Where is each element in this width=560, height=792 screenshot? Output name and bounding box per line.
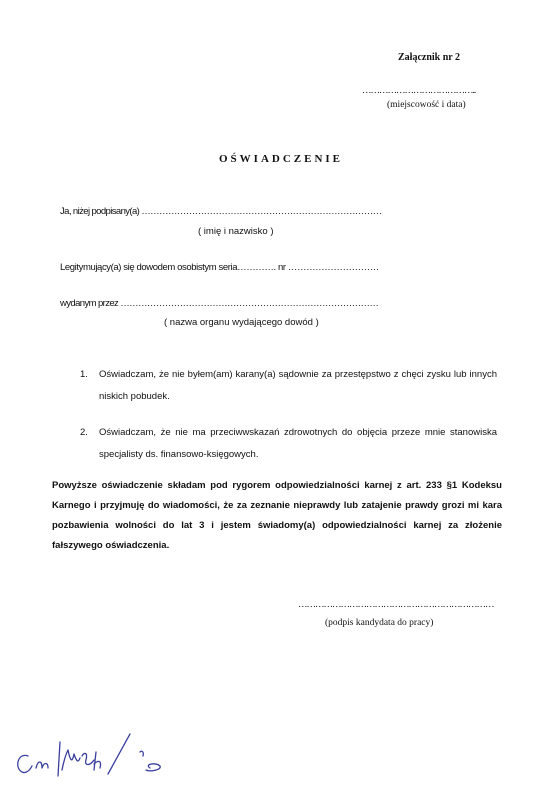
date-line: ………………………………….. (362, 86, 476, 96)
statement-text: Oświadczam, że nie ma przeciwwskazań zdrowotnych do objęcia przeze mnie stanowiska specjalisty ds. finansowo-księgowych. (99, 427, 497, 460)
document-title: OŚWIADCZENIE (219, 153, 344, 165)
name-line: Ja, niżej podpisany(a) ……………………………………………………………………… (60, 206, 382, 217)
handwritten-signature-icon (0, 730, 200, 790)
attachment-label: Załącznik nr 2 (398, 52, 461, 63)
issuer-line: wydanym przez …………………………………………………………………………… (60, 298, 379, 309)
issuer-caption: ( nazwa organu wydającego dowód ) (164, 317, 319, 328)
name-caption: ( imię i nazwisko ) (198, 226, 274, 237)
id-line: Legitymujący(a) się dowodem osobistym seria…………. nr ………………………… (60, 262, 379, 273)
statement-text: Oświadczam, że nie byłem(am) karany(a) sądownie za przestępstwo z chęci zysku lub innych niskich pobudek. (99, 369, 497, 402)
statement-number: 2. (80, 427, 88, 438)
signature-line: …………………………………………………………… (298, 600, 494, 610)
date-caption: (miejscowość i data) (387, 100, 466, 110)
signature-caption: (podpis kandydata do pracy) (325, 618, 434, 628)
legal-notice: Powyższe oświadczenie składam pod rygorem odpowiedzialności karnej z art. 233 §1 Kodeksu Karnego i przyjmuję do wiadomości, że za zeznanie nieprawdy lub zatajenie prawdy grozi mi kara pozbawienia wolności do lat 3 i jestem świadomy(a) odpowiedzialności karnej za złożenie fałszywego oświadczenia. (52, 480, 502, 551)
statement-number: 1. (80, 369, 88, 380)
